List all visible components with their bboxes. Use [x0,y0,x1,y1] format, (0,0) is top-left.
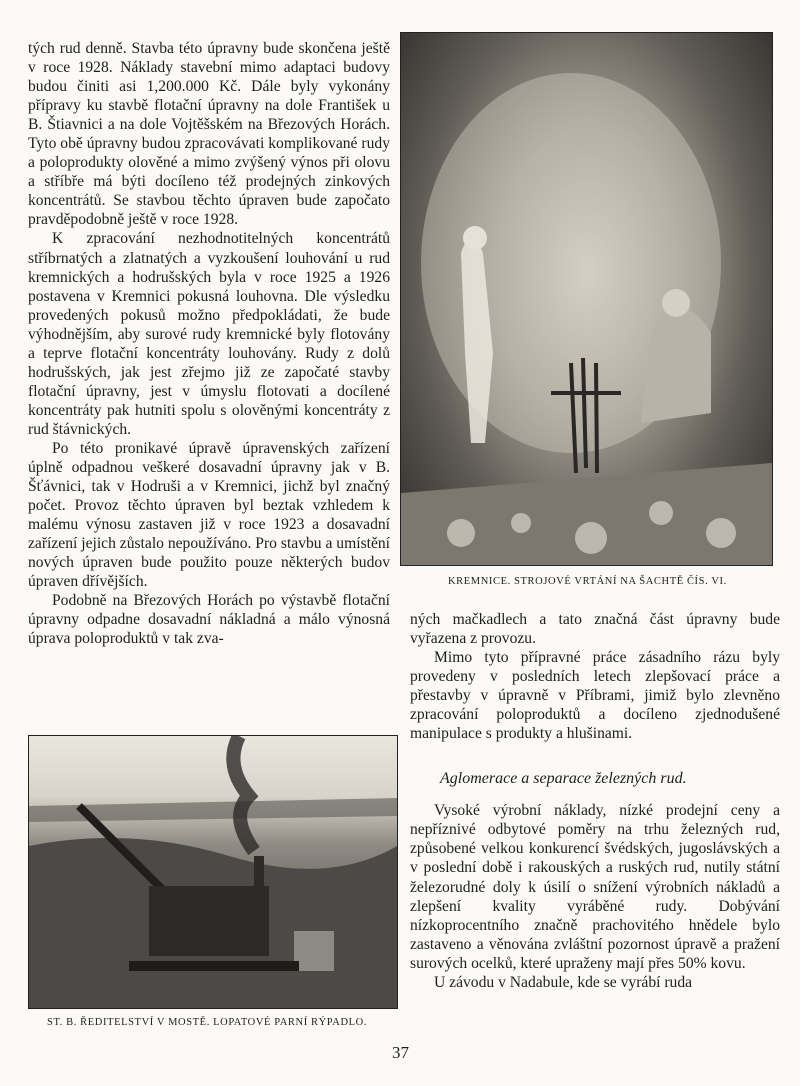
mine-drilling-photo [400,32,773,566]
right-column-text [410,610,780,992]
section-heading: Aglomerace a separace železných rud. [440,770,687,787]
left-column-text [28,39,390,649]
steam-shovel-photo [28,735,398,1009]
paragraph: Podobně na Březových Horách po výstavbě flotační úpravny odpadne dosavadní nákladná a málo výnosná úprava poloproduktů v tak zva- [28,592,390,648]
paragraph: Mimo tyto přípravné práce zásadního rázu byly provedeny v posledních letech zlepšovací práce a přestavby v úpravně v Příbrami, jimiž bylo zlevněno zpracování poloproduktů a docíleno zjednodušené manipulace s produkty a hlušinami. [410,649,780,743]
mine-drilling-illustration [401,33,772,565]
paragraph: K zpracování nezhodnotitelných koncentrátů stříbrnatých a zlatnatých a vyzkoušení louhování u rud kremnických a hodrušských byla v roce 1925 a 1926 postavena v Kremnici pokusná louhovna. Dle výsledku provedených pokusů možno předpokládati, že bude výhodnějším, aby surové rudy kremnické byly flotovány a teprve flotační koncentráty louhovány. Rudy z dolů hodrušských, jak jest zřejmo již ze započaté stavby flotační úpravny, jest v úmyslu flotovati a docílené koncentráty pak hutniti spolu s olověnými koncentráty z rud štávnických. [28,230,390,438]
paragraph: ných mačkadlech a tato značná část úpravny bude vyřazena z provozu. [410,611,780,648]
steam-shovel-illustration [29,736,397,1008]
paragraph: Vysoké výrobní náklady, nízké prodejní ceny a nepříznivé odbytové poměry na trhu železných rud, způsobené velkou konkurencí švédských, jugoslávských a v poslední době i rakouských a ruských rud, nutily státní železorudné doly k úsilí o snížení výrobních nákladů a zlepšení kvality vyráběné rudy. Dobývání nízkoprocentního značně prachovitého hnědele bylo zastaveno a věnována zvláštní pozornost úpravě a pražení surových ocelků, které upraženy mají přes 50% kovu. [410,802,780,972]
paragraph: Po této pronikavé úpravě úpravenských zařízení úplně odpadnou veškeré dosavadní úpravny jak v B. Šťávnici, tak v Hodruši a v Kremnici, jichž byl značný počet. Provoz těchto úpraven byl beztak vzhledem k malému výnosu zastaven již v roce 1923 a dosavadní zařízení jejich zůstalo nepoužíváno. Pro stavbu a umístění nových úpraven bude použito pouze některých budov úpraven dřívějších. [28,439,391,591]
steam-shovel-caption: ST. B. ŘEDITELSTVÍ V MOSTĚ. LOPATOVÉ PARNÍ RÝPADLO. [47,1017,368,1028]
mine-photo-caption: KREMNICE. STROJOVÉ VRTÁNÍ NA ŠACHTĚ ČÍS. VI. [448,576,727,587]
page-number: 37 [392,1043,409,1062]
paragraph: tých rud denně. Stavba této úpravny bude skončena ještě v roce 1928. Náklady stavební mimo adaptaci budovy budou činiti asi 1,200.000 Kč. Dále byly vykonány přípravy ku stavbě flotační úpravny na dole František u B. Štiavnici a na dole Vojtěšském na Březových Horách. Tyto obě úpravny budou zpracovávati komplikované rudy a poloprodukty olověné a mimo zvýšený výnos při olovu a stříbře má býti docíleno též prodejných zinkových koncentrátů. Se stavbou těchto úpraven bude započato pravděpodobně ještě v roce 1928. [28,40,390,229]
paragraph: U závodu v Nadabule, kde se vyrábí ruda [434,973,693,991]
